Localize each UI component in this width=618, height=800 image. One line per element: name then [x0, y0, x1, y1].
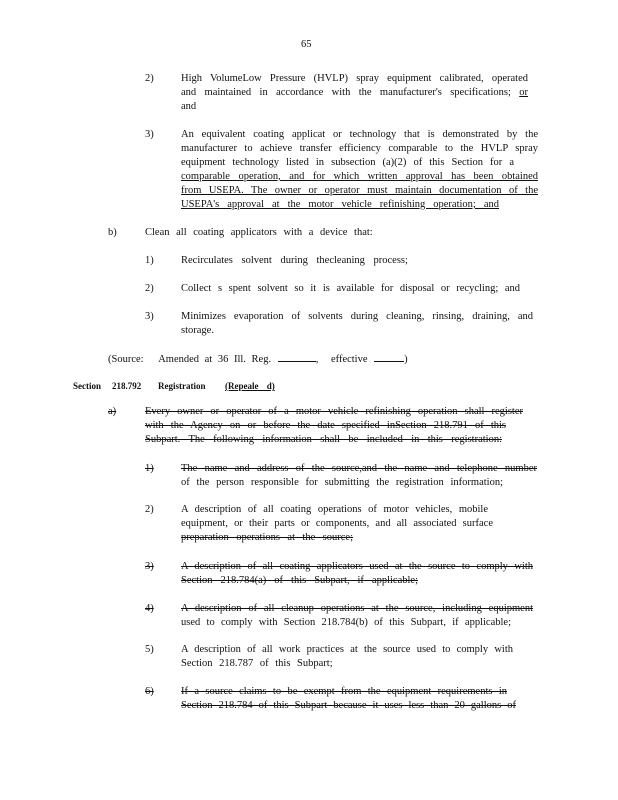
item-number: 4) — [145, 603, 154, 614]
text-line: The name and address of the source,and the name and telephone number — [181, 463, 537, 474]
item-number: 5) — [145, 644, 154, 655]
text-line — [181, 86, 528, 100]
text-line: used to comply with Section 218.784(b) of this Subpart, if applicable; — [181, 617, 511, 628]
item-text — [181, 128, 538, 212]
item-text — [181, 560, 533, 588]
inserted-text-line: comparable operation, and for which written approval has been obtained — [181, 171, 538, 182]
text-line: equipment technology listed in subsection (a)(2) of this Section for a — [181, 157, 514, 168]
text-line: High VolumeLow Pressure (HVLP) spray equipment calibrated, operated — [181, 73, 528, 84]
text-line: A description of all work practices at the source used to comply with — [181, 644, 513, 655]
section-heading-label: Section — [73, 381, 101, 391]
section-heading-title: Registration — [158, 381, 206, 391]
source-amended: Amended at 36 Ill. Reg. — [158, 354, 272, 365]
text-line: Every owner or operator of a motor vehicle refinishing operation shall register — [145, 406, 523, 417]
text-line: with the Agency on or before the date specified inSection 218.791 of this — [145, 420, 506, 431]
subsection-text: Clean all coating applicators with a device that: — [145, 227, 373, 238]
item-text — [181, 503, 493, 545]
item-text — [181, 462, 537, 490]
section-heading-number: 218.792 — [112, 381, 142, 391]
effective-date-blank — [374, 350, 404, 362]
inserted-text-line: USEPA's approval at the motor vehicle refinishing operation; and — [181, 199, 499, 210]
item-text — [181, 685, 516, 713]
source-effective: effective — [330, 354, 368, 365]
item-text — [181, 643, 513, 671]
page-number: 65 — [301, 39, 312, 50]
text-line: A description of all coating operations of motor vehicles, mobile — [181, 504, 488, 515]
item-number: 3) — [145, 311, 154, 322]
subsection-text — [145, 405, 523, 447]
item-number: 3) — [145, 561, 154, 572]
text-line: and — [181, 101, 197, 112]
subsection-label: a) — [108, 406, 117, 417]
text-line: storage. — [181, 325, 214, 336]
item-text — [181, 310, 533, 338]
text-line: A description of all coating applicators used at the source to comply with — [181, 561, 533, 572]
text-line: Section 218.787 of this Subpart; — [181, 658, 333, 669]
text-line: preparation operations at the source; — [181, 532, 353, 543]
source-close: ) — [404, 354, 408, 365]
source-note — [108, 350, 408, 367]
text-line: An equivalent coating applicat or technology that is demonstrated by the — [181, 129, 538, 140]
item-number: 2) — [145, 283, 154, 294]
item-number: 3) — [145, 129, 154, 140]
item-text: Collect s spent solvent so it is available for disposal or recycling; and — [181, 283, 521, 294]
text-line: equipment, or their parts or components, and all associated surface — [181, 518, 493, 529]
item-number: 1) — [145, 463, 154, 474]
item-number: 2) — [145, 504, 154, 515]
section-heading-repealed: (Repeale d) — [225, 381, 275, 391]
item-number: 1) — [145, 255, 154, 266]
item-number: 2) — [145, 73, 154, 84]
text-line: Minimizes evaporation of solvents during cleaning, rinsing, draining, and — [181, 311, 533, 322]
subsection-label: b) — [108, 227, 117, 238]
text-fragment: and maintained in accordance with the manufacturer's specifications; — [181, 87, 511, 98]
text-line: If a source claims to be exempt from the equipment requirements in — [181, 686, 507, 697]
item-text — [181, 602, 533, 630]
register-volume-blank — [278, 350, 316, 362]
text-line: manufacturer to achieve transfer efficiency comparable to the HVLP spray — [181, 143, 538, 154]
item-text — [181, 72, 528, 114]
text-line: of the person responsible for submitting the registration information; — [181, 477, 503, 488]
item-text: Recirculates solvent during thecleaning process; — [181, 255, 408, 266]
item-number: 6) — [145, 686, 154, 697]
inserted-text: or — [519, 87, 528, 98]
text-line: Subpart. The following information shall be included in this registration: — [145, 434, 502, 445]
text-line: A description of all cleanup operations at the source, including equipment — [181, 603, 533, 614]
source-prefix: (Source: — [108, 354, 144, 365]
source-comma: , — [315, 354, 319, 365]
text-line: Section 218.784 of this Subpart because it uses less than 20 gallons of — [181, 700, 516, 711]
text-line: Section 218.784(a) of this Subpart, if applicable; — [181, 575, 418, 586]
inserted-text-line: from USEPA. The owner or operator must maintain documentation of the — [181, 185, 538, 196]
